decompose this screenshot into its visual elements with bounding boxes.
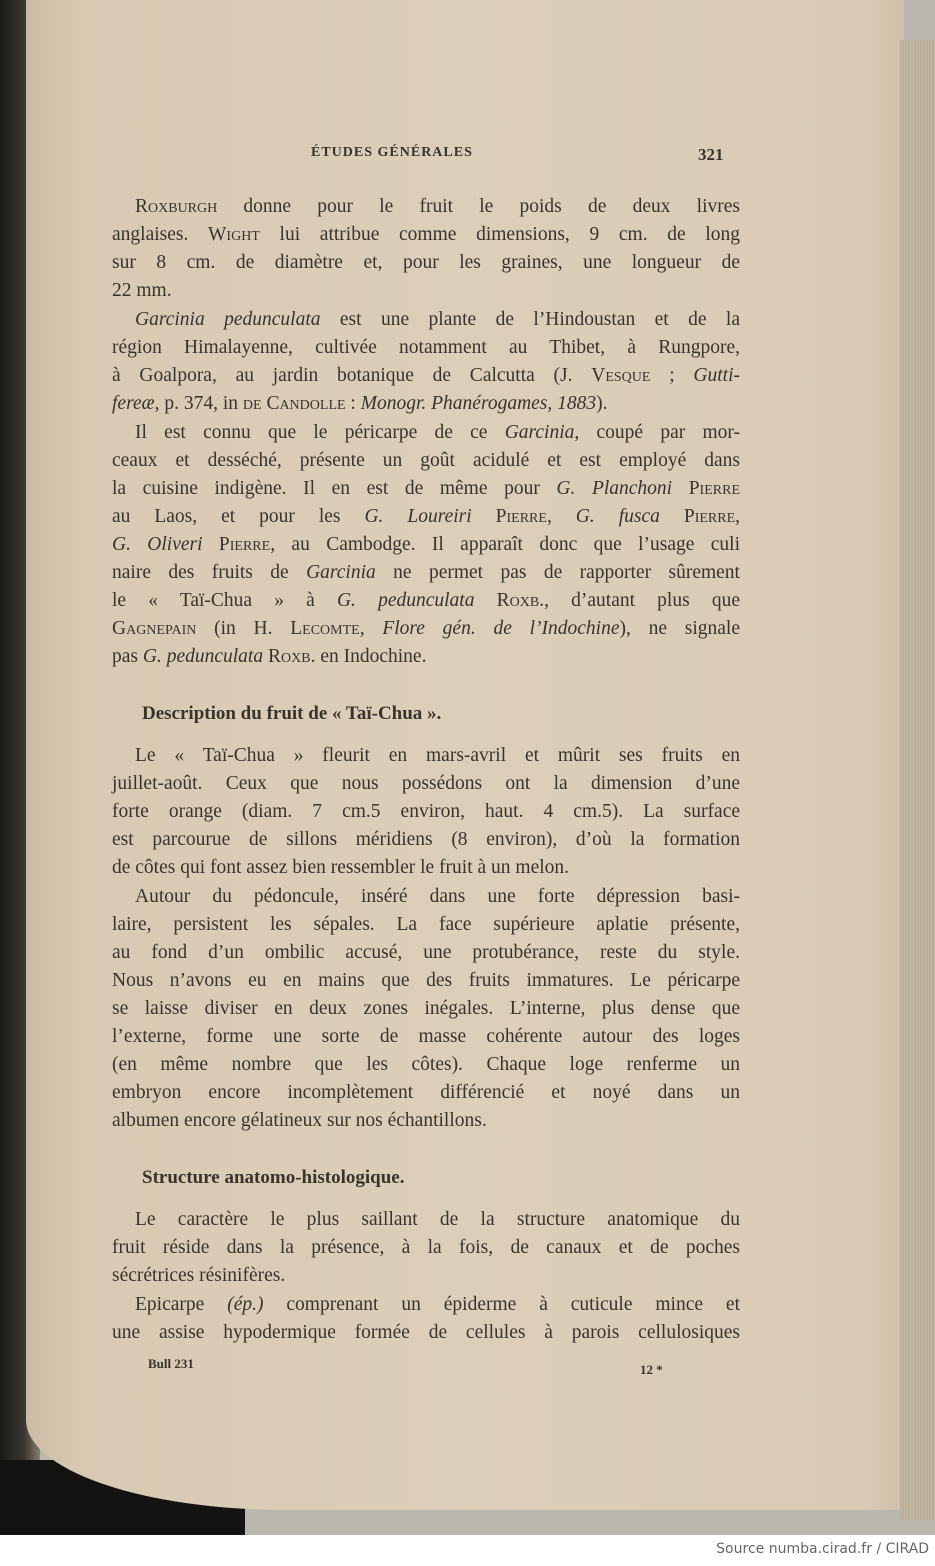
text-run: pas [112, 646, 143, 667]
text-line [112, 854, 740, 882]
paragraph [112, 193, 740, 305]
italic-text: Garcinia [306, 562, 376, 583]
text-line [112, 1206, 740, 1234]
text-line [112, 221, 740, 249]
text-run: , [359, 618, 383, 639]
small-caps-text: Pierre [218, 534, 271, 555]
text-line [112, 503, 740, 531]
text-line [112, 939, 740, 967]
text-run [672, 478, 689, 499]
text-run: l’externe, forme une sorte de masse cohérente autour des loges [112, 1026, 740, 1047]
text-line [112, 531, 740, 559]
italic-text: Monogr. Phanérogames, 1883 [360, 393, 597, 414]
text-line [112, 587, 740, 615]
text-line [112, 419, 740, 447]
text-line [112, 1023, 740, 1051]
text-line [112, 390, 740, 418]
small-caps-text: Gagnepain [112, 618, 197, 639]
source-credit: Source numba.cirad.fr / CIRAD [716, 1541, 929, 1557]
text-run: , coupé par mor- [574, 422, 740, 443]
text-run: anglaises. [112, 224, 209, 245]
text-run [472, 506, 496, 527]
italic-text: Garcinia [504, 422, 575, 443]
italic-text: G. Planchoni [556, 478, 673, 499]
text-run: Le « Taï-Chua » fleurit en mars-avril et mûrit ses fruits en [135, 745, 740, 766]
italic-text: G. pedunculata [336, 590, 475, 611]
text-line [112, 362, 740, 390]
small-caps-text: Pierre [688, 478, 740, 499]
text-run [660, 506, 684, 527]
text-run: se laisse diviser en deux zones inégales. L’interne, plus dense que [112, 998, 740, 1019]
text-run: Le caractère le plus saillant de la structure anatomique du [135, 1209, 740, 1230]
text-line [112, 475, 740, 503]
paragraph [112, 1291, 740, 1347]
text-run: ), ne signale [619, 618, 741, 639]
text-run: 22 mm. [112, 280, 172, 301]
text-run: est parcourue de sillons méridiens (8 environ), d’où la formation [112, 829, 740, 850]
text-line [112, 995, 740, 1023]
text-run: sur 8 cm. de diamètre et, pour les graines, une longueur de [112, 252, 740, 273]
small-caps-text: Roxburgh [135, 196, 218, 217]
text-run: , [546, 506, 576, 527]
small-caps-text: Lecomte [290, 618, 360, 639]
text-run: Epicarpe [135, 1294, 228, 1315]
italic-text: Garcinia pedunculata [135, 309, 321, 330]
text-run: naire des fruits de [112, 562, 307, 583]
signature-mark: 12 * [640, 1362, 663, 1377]
text-run: (in H. [196, 618, 291, 639]
italic-text: G. pedunculata [142, 646, 264, 667]
section-heading: Description du fruit de « Taï-Chua ». [142, 703, 442, 724]
text-run: au fond d’un ombilic accusé, une protubérance, reste du style. [112, 942, 740, 963]
text-run: ceaux et desséché, présente un goût acidulé et est employé dans [112, 450, 740, 471]
text-line [112, 742, 740, 770]
text-run: le « Taï-Chua » à [112, 590, 337, 611]
italic-text: G. Loureiri [364, 506, 472, 527]
signature: Bull 231 [148, 1356, 194, 1371]
text-line [112, 615, 740, 643]
paragraph [112, 742, 740, 882]
text-run: la cuisine indigène. Il en est de même pour [112, 478, 557, 499]
small-caps-text: Wight [208, 224, 260, 245]
text-line [112, 1079, 740, 1107]
text-run: . en Indochine. [310, 646, 427, 667]
text-line [112, 1319, 740, 1347]
text-run [474, 590, 496, 611]
text-run: fruit réside dans la présence, à la fois, de canaux et de poches [112, 1237, 740, 1258]
text-line [112, 306, 740, 334]
text-line [112, 798, 740, 826]
paragraph [112, 883, 740, 1135]
text-line [112, 1051, 740, 1079]
text-run: comprenant un épiderme à cuticule mince et [263, 1294, 740, 1315]
text-run [203, 534, 219, 555]
text-run: embryon encore incomplètement différencié et noyé dans un [112, 1082, 740, 1103]
text-run: sécrétrices résinifères. [112, 1265, 286, 1286]
text-run: au Laos, et pour les [112, 506, 365, 527]
text-line [112, 277, 740, 305]
text-run: laire, persistent les sépales. La face supérieure aplatie présente, [112, 914, 740, 935]
text-run: une assise hypodermique formée de cellules à parois cellulosiques [112, 1322, 740, 1343]
text-line [112, 826, 740, 854]
text-run: ., d’autant plus que [539, 590, 740, 611]
small-caps-text: Vesque [591, 365, 651, 386]
text-run: : [345, 393, 361, 414]
text-run: juillet-août. Ceux que nous possédons ont la dimension d’une [112, 773, 740, 794]
italic-text: G. Oliveri [112, 534, 203, 555]
text-line [112, 770, 740, 798]
text-run: (en même nombre que les côtes). Chaque loge renferme un [112, 1054, 740, 1075]
small-caps-text: de Candolle [242, 393, 346, 414]
text-line [112, 911, 740, 939]
text-run: Nous n’avons eu en mains que des fruits immatures. Le péricarpe [112, 970, 740, 991]
text-line [112, 1291, 740, 1319]
text-run: ne permet pas de rapporter sûrement [375, 562, 740, 583]
text-run: à Goalpora, au jardin botanique de Calcutta (J. [112, 365, 592, 386]
small-caps-text: Pierre [683, 506, 736, 527]
text-run: albumen encore gélatineux sur nos échantillons. [112, 1110, 487, 1131]
paragraph [112, 419, 740, 671]
text-line [112, 559, 740, 587]
text-line [112, 883, 740, 911]
text-run: , [735, 506, 741, 527]
text-line [112, 334, 740, 362]
section-heading: Structure anatomo-histologique. [142, 1167, 405, 1188]
text-line [112, 447, 740, 475]
italic-text: Flore gén. de l’Indochine [382, 618, 620, 639]
text-run: ). [596, 393, 608, 414]
paragraph [112, 306, 740, 418]
running-head: ÉTUDES GÉNÉRALES [311, 145, 473, 160]
italic-text: (ép.) [227, 1294, 264, 1315]
text-run: donne pour le fruit le poids de deux livres [217, 196, 740, 217]
text-line [112, 193, 740, 221]
text-run: région Himalayenne, cultivée notamment au Thibet, à Rungpore, [112, 337, 740, 358]
text-line [112, 1262, 740, 1290]
body-text [112, 193, 740, 1348]
text-line [112, 967, 740, 995]
text-run: , au Cambodge. Il apparaît donc que l’usage culi [270, 534, 740, 555]
text-run: Autour du pédoncule, inséré dans une forte dépression basi- [135, 886, 740, 907]
italic-text: fereæ [112, 393, 155, 414]
page-number: 321 [698, 145, 724, 164]
paragraph [112, 1206, 740, 1290]
text-run: Il est connu que le péricarpe de ce [135, 422, 505, 443]
text-run: ; [650, 365, 694, 386]
text-run: est une plante de l’Hindoustan et de la [320, 309, 740, 330]
italic-text: Gutti- [693, 365, 740, 386]
small-caps-text: Roxb [267, 646, 311, 667]
text-line [112, 1107, 740, 1135]
text-run: forte orange (diam. 7 cm.5 environ, haut. 4 cm.5). La surface [112, 801, 740, 822]
text-line [112, 1234, 740, 1262]
italic-text: G. fusca [575, 506, 660, 527]
small-caps-text: Pierre [495, 506, 547, 527]
small-caps-text: Roxb [496, 590, 540, 611]
text-run: de côtes qui font assez bien ressembler le fruit à un melon. [112, 857, 570, 878]
text-run: lui attribue comme dimensions, 9 cm. de long [259, 224, 740, 245]
text-line [112, 249, 740, 277]
text-run: , p. 374, in [154, 393, 243, 414]
text-line [112, 643, 740, 671]
page-edges [900, 40, 935, 1520]
